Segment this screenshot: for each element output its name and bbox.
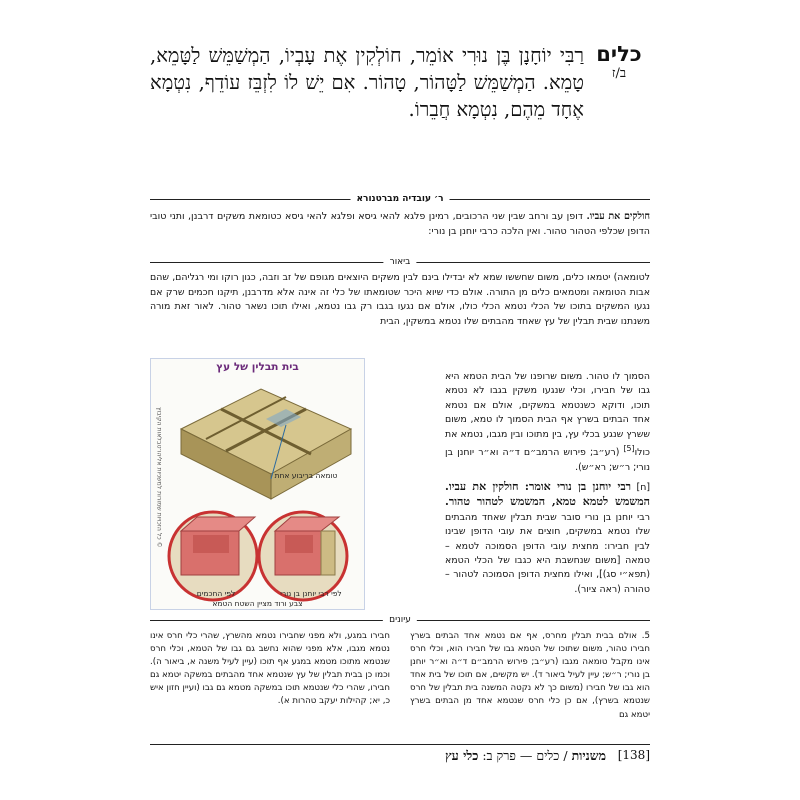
mishnah-number: [ח] [636, 481, 650, 493]
figure-label-sages: לפי החכמים [196, 589, 236, 598]
notes-divider [150, 614, 650, 626]
page-number: [138] [617, 748, 650, 762]
note-column-right: 5. אולם בבית תבלין מחרס, אף אם נטמא אחד הבתים בשרץ חבירו טהור, משום שתוכו של הטמא גבו של חבירו הוא, וכלי חרס אינו מקבל טומאה מגבו (רע״ב; פירוש הרמב״ם ד״ה וא״ר יוחנן בן נורי; ר״ש; עיין לעיל ביאור ד). יש מקשים, אם תוכו של בית אחד הוא גבו של חבירו (משום כך לא נקטה המשנה בית תבלין של חרס שנטמא בשרץ), אם כן כלי חרס שנטמא אחד מן הבתים בשרץ יטמא גם [410, 631, 650, 720]
tractate-heading [588, 42, 650, 82]
series-name: משניות [571, 748, 606, 763]
figure-label-rybn: לפי רבי יוחנן בן נורי [280, 589, 342, 598]
biur-top-text: לטומאה) יטמאו כלים, משום שחששו שמא לא יבדילו בינם לבין משקים היוצאים מגופם של זב וזבה, כגון רוקו ומי רגליהם, שהם אבות הטומאה ומטמאים כלים מן התורה. אולם כדי שיוא היכר שטומאתו של כלי זה אינה אלא מדרבנן, תיקנו חכמים שרק אם נגעו המשקים בתוכו של הכלי נטמא הכלי כולו, אולם אם נגעו בגבו רק גבו נטמא, ואילו תוכו נשאר טהור. לאור זאת מורה משנתנו שבית תבלין של עץ שאחד מהבתים שלו נטמא במשקין, הבית [150, 272, 650, 327]
spice-box-illustration [150, 358, 365, 610]
figure-title: בית תבלין של עץ [216, 361, 299, 373]
note-column-left: חבירו במגע, ולא מפני שחבירו נטמא מהשרץ, שהרי כלי חרס אינו נטמא מגבו, אלא מפני שהוא נחשב גם גבו של הטמא, וכלי חרס שנטמא מתוכו מטמא במגע אף תוכו (עיין לעיל משנה א, ביאור ה). וכמו כן בבית תבלין של עץ שנטמא אחד מהבתים במשקה יטמא גם חבירו, שהרי כלי שנטמא תוכו במשקה מטמא גם גבו (ועיין חזון איש כ, יא; קהילות יעקב טהרות א). [150, 631, 390, 707]
biur-column-text: הסמוך לו טהור. משום שרופנו של הבית הטמא היא גבו של חבירו, וכלי שנגעו משקין בגבו לא נטמא תוכו, ודוקא כשנטמא במשקים, אולם אם נטמא אחד הבתים בשרץ אף הבית הסמוך לו טמא, משום ששרץ שנגע בכלי עץ, בין מתוכו ובין מגבו, נטמא את כולו [445, 371, 650, 459]
figure-label-impurity: טומאה בריבוע אחת [274, 471, 338, 480]
notes-section [150, 630, 650, 742]
bartenura-lead: חולקים את עביו. [586, 211, 650, 222]
biur-divider [150, 256, 650, 268]
figure-caption: צבע ורוד מציין השטח הטמא [212, 599, 303, 608]
running-footer: משניות / כלים — פרק ב: כלי עץ [445, 748, 606, 763]
chapter-ref: ב/ז [611, 66, 627, 81]
mishnah-quote: רבי יוחנן בן נורי אומר: חולקין את עביו. המשמש לטמא טמא, המשמש לטהור טהור. [445, 479, 650, 509]
biur-column-ref: (רע״ב; פירוש הרמב״ם ד״ה וא״ר יוחנן בן נורי; ר״ש; רא״ש). [445, 447, 650, 473]
bartenura-commentary [150, 209, 650, 239]
biur-heading: ביאור [384, 256, 417, 268]
bartenura-body: דופן עב ורחב שבין שני הרכובים, רמינן פלגא להאי גיסא ופלגא להאי גיסא כטומאת משקים דרבנן, ותני טובי הדופן שכלפי הטהור טהור. ואין הלכה כרבי יוחנן בן נורי: [150, 211, 650, 237]
biur-column-text-2: רבי יוחנן בן נורי סובר שבית תבלין שאחד מהבתים שלו נטמא במשקים, חוצים את עובי הדופן שבינו לבין חבירו: מחצית עובי הדופן הסמוכה לטמא – טמאה [משום שנחשבת היא כגבו של הכלי הטמא (תפא״י סג)], ואילו מחצית הדופן הסמוכה לטהור – טהורה (ראה ציור). [445, 511, 650, 595]
spice-box-drawing [151, 359, 364, 609]
running-chapter-title: כלי עץ [445, 748, 479, 763]
page-footer [150, 744, 650, 765]
mishnah-page [150, 30, 650, 770]
tractate-name: כלים [596, 42, 642, 66]
bartenura-divider [150, 193, 650, 205]
figure-copyright: © כל הזכויות שמורות למשניות אליהו־טבלאות הקיבוץ [155, 407, 163, 548]
notes-heading: עיונים [383, 614, 417, 626]
running-chapter: כלים — פרק ב: [482, 748, 560, 763]
mishnah-text: רַבִּי יוֹחָנָן בֶּן נוּרִי אוֹמֵר, חוֹלְקִין אֶת עָבְיוֹ, הַמְשַׁמֵּשׁ לַטָּמֵא, טָמֵא. הַמְשַׁמֵּשׁ לַטָּהוֹר, טָהוֹר. אִם יֵשׁ לוֹ לִזְבֵּז עוֹדֵף, נִטְמָא אֶחָד מֵהֶם, נִטְמָא חֲבֵרוֹ. [150, 44, 584, 121]
biur-column: הסמוך לו טהור. משום שרופנו של הבית הטמא היא גבו של חבירו, וכלי שנגעו משקין בגבו לא נטמא תוכו, ודוקא כשנטמא במשקים, אולם אם נטמא אחד הבתים בשרץ אף הבית הסמוך לו טמא, משום ששרץ שנגע בכלי עץ, בין מתוכו ובין מגבו, נטמא את כולו[5] (רע״ב; פירוש הרמב״ם ד״ה וא״ר יוחנן בן נורי; ר״ש; רא״ש). [ח] רבי יוחנן בן נורי אומר: חולקין את עביו. המשמש לטמא טמא, המשמש לטהור טהור. רבי יוחנן בן נורי סובר שבית תבלין שאחד מהבתים שלו נטמא במשקים, חוצים את עובי הדופן שבינו לבין חבירו: מחצית עובי הדופן הסמוכה לטמא – טמאה [משום שנחשבת היא כגבו של הכלי הטמא (תפא״י סג)], ואילו מחצית הדופן הסמוכה לטהור – טהורה (ראה ציור). [445, 371, 650, 595]
bartenura-heading: ר׳ עובדיה מברטנורא [350, 193, 449, 205]
